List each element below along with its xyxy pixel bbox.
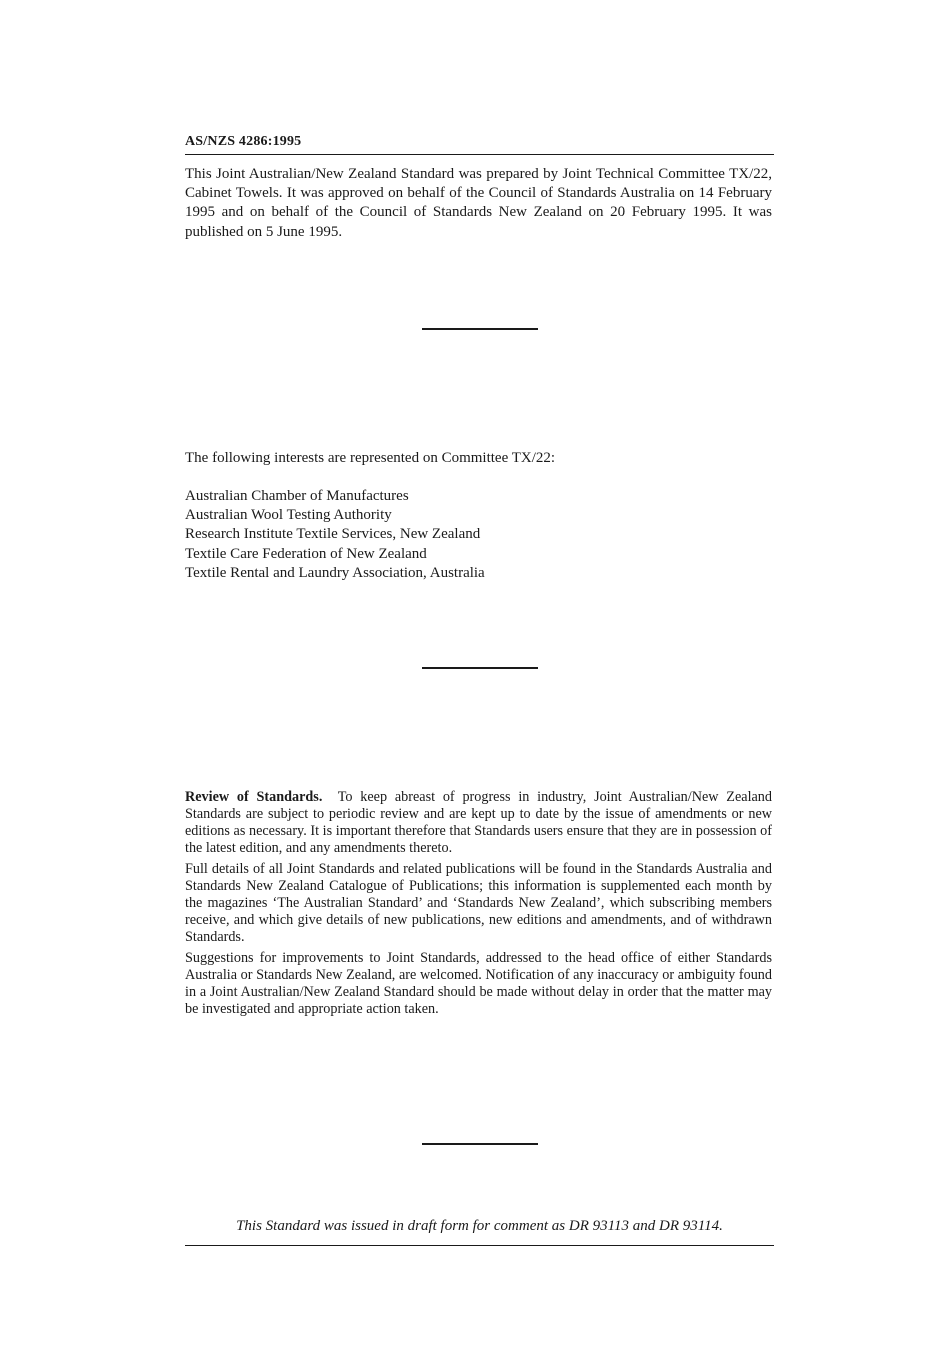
review-paragraph-2: Full details of all Joint Standards and related publications will be found in the Standards Australia and Standards New Zealand Catalogue of Publications; this information is supplemented each month by the magazines ‘The Australian Standard’ and ‘Standards New Zealand’, which subscribing members receive, and which give details of new publications, new editions and amendments, and of withdrawn Standards. — [185, 861, 772, 945]
header-rule — [185, 154, 774, 155]
review-lead: Review of Standards. — [185, 789, 323, 805]
section-separator-3 — [422, 1143, 538, 1145]
list-item: Australian Chamber of Manufactures — [185, 488, 409, 504]
list-item: Textile Rental and Laundry Association, Australia — [185, 564, 485, 581]
list-item: Australian Wool Testing Authority — [185, 507, 392, 524]
draft-note: This Standard was issued in draft form for comment as DR 93113 and DR 93114. — [236, 1218, 723, 1234]
review-paragraph-1-text: To keep abreast of progress in industry, Joint Australian/New Zealand Standards are subject to periodic review and are kept up to date by the issue of amendments or new editions as necessary. It is important therefore that Standards users ensure that they are in possession of the latest edition, and any amendments thereto. — [185, 789, 772, 856]
interests-list — [185, 487, 485, 583]
section-separator-1 — [422, 328, 538, 330]
review-of-standards — [185, 789, 772, 1022]
list-item: Textile Care Federation of New Zealand — [185, 545, 427, 562]
standard-code: AS/NZS 4286:1995 — [185, 134, 302, 149]
section-separator-2 — [422, 667, 538, 669]
footer-rule — [185, 1245, 774, 1246]
review-paragraph-3: Suggestions for improvements to Joint Standards, addressed to the head office of either Standards Australia or Standards New Zealand, are welcomed. Notification of any inaccuracy or ambiguity found in a Joint Australian/New Zealand Standard should be made without delay in order that the matter may be investigated and appropriate action taken. — [185, 950, 772, 1017]
interests-lead: The following interests are represented on Committee TX/22: — [185, 450, 556, 466]
list-item: Research Institute Textile Services, New Zealand — [185, 526, 481, 543]
intro-paragraph: This Joint Australian/New Zealand Standard was prepared by Joint Technical Committee TX/22, Cabinet Towels. It was approved on behalf of the Council of Standards Australia on 14 February 1995 and on behalf of the Council of Standards New Zealand on 20 February 1995. It was published on 5 June 1995. — [185, 166, 772, 240]
review-paragraph-1 — [185, 789, 772, 857]
